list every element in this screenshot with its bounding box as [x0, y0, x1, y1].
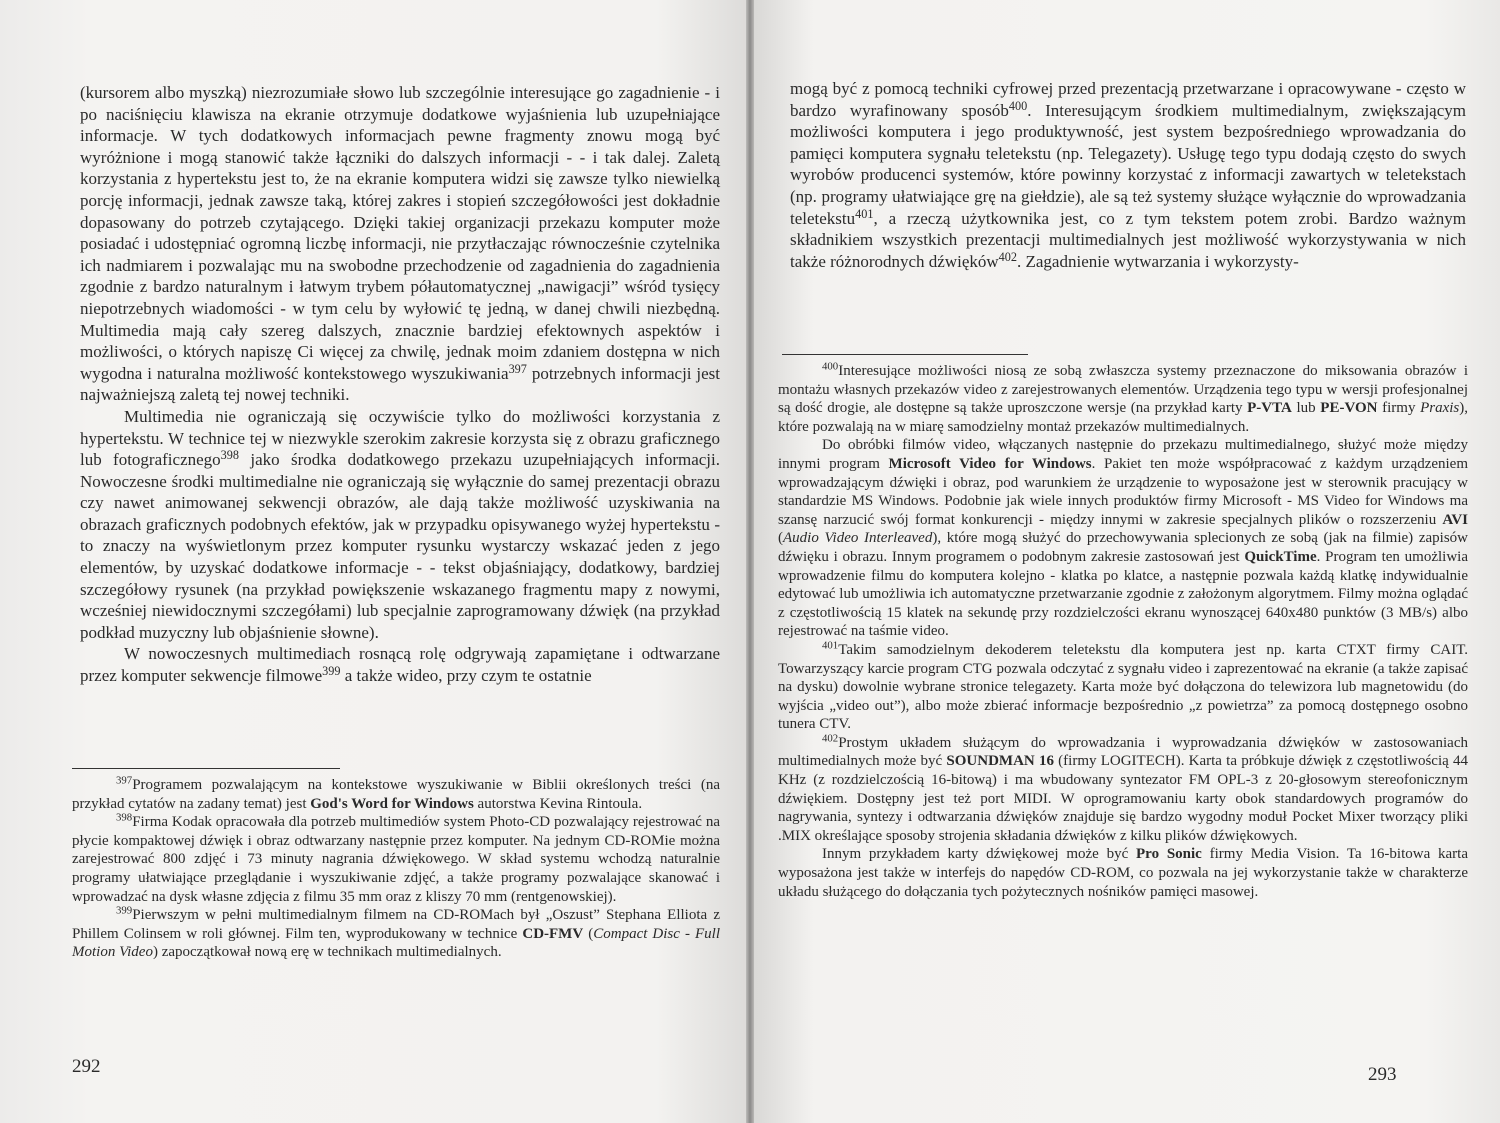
footnote-text: firmy [1377, 400, 1421, 417]
footnote-text: firmy Media Vision. Ta 16-bitowa karta wyposażona jest także w interfejs do napędów CD-ROM, co pozwala na jej wykorzystanie także w charakterze układu służącego do dołączania tych pożytecznych nośników pamięci masowej. [778, 846, 1469, 900]
paragraph [80, 643, 720, 686]
footnote-text: ), które mogą służyć do przechowywania splecionych ze sobą (jak na filmie) zapisów dźwięku i obrazu. Innym programem o podobnym zakresie zastosowań jest [778, 530, 1468, 565]
footnote-text: Interesujące możliwości niosą ze sobą zwłaszcza systemy przeznaczone do miksowania obrazów i montażu własnych przekazów video z zarejestrowanych elementów. Urządzenia tego typu w wersji profesjonalnej są dość drogie, ale dostępne są także uproszczone wersje (na przykład karty [778, 363, 1468, 417]
footnote-bold: AVI [1442, 511, 1468, 528]
footnote-bold: QuickTime [1244, 548, 1317, 565]
paragraph-text: . Interesującym środkiem multimedialnym, zwiększającym możliwości komputera i jego produktywność, jest system bezpośredniego wprowadzania do pamięci komputera sygnału teletekstu (np. Telegazety). Usługę tego typu dodają często do swych wyrobów producenci systemów, które powinny korzystać z informacji zawartych w teletekstach (np. programy ułatwiające grę na giełdzie), ale są też systemy służące wyłącznie do wprowadzania teletekstu [790, 100, 1466, 228]
footnote-text: Innym przykładem karty dźwiękowej może być [822, 846, 1137, 863]
paragraph-text: jako środka dodatkowego przekazu uzupełniających informacji. Nowoczesne środki multimedialne nie ograniczają się wyłącznie do samej prezentacji obrazu czy nawet animowanej sekwencji obrazów, ale dają także możliwość uzyskiwania na obrazach graficznych podobnych efektów, jak w przypadku opisywanego wyżej hypertekstu - to znaczy na wyświetlonym przez komputer rysunku wystarczy wskazać jeden z jego elementów, by uzyskać dodatkowe informacje - - tekst objaśniający, dodatkowy, bardziej szczegółowy rysunek (na przykład powiększenie wskazanego fragmentu mapy z nowymi, wcześniej niewidocznymi szczegółami) lub specjalnie zaprogramowany dźwięk (na przykład podkład muzyczny lub objaśnienie słowne). [80, 450, 720, 642]
footnote-398 [72, 813, 720, 906]
footnote-ref: 398 [220, 447, 240, 462]
footnote-bold: Microsoft Video for Windows [888, 455, 1092, 472]
page-number: 293 [1368, 1064, 1397, 1085]
footnote-ref: 397 [508, 361, 527, 376]
book-gutter [746, 0, 754, 1123]
footnote-separator [782, 354, 1028, 355]
footnote-number: 400 [822, 360, 839, 373]
footnote-text: . Pakiet ten może współpracować z każdym urządzeniem wprowadzającym dźwięki i obraz, pod warunkiem że urządzenie to wyposażone jest w sterownik pracujący w standardzie MS Windows. Podobnie jak wiele innych produktów firmy Microsoft - MS Video for Windows ma szansę narzucić swój format konkurencji - między innymi w zakresie specjalnych plików o rozszerzeniu [778, 455, 1469, 528]
right-page [754, 0, 1500, 1123]
footnote-italic: Praxis [1420, 400, 1460, 417]
footnote-text: Firma Kodak opracowała dla potrzeb multimediów system Photo-CD pozwalający rejestrować na płycie kompaktowej dźwięk i obraz odtwarzany następnie przez komputer. Na jednym CD-ROMie można zarejestrować 800 zdjęć i 73 minuty nagrania dźwiękowego. W skład systemu wchodzą naturalnie programy ułatwiające przeglądanie i wyszukiwanie zdjęć, a także programy pozwalające skanować i wprowadzać na dysk własne zdjęcia z filmu 35 mm oraz z kliszy 70 mm (rentgenowskiej). [72, 814, 720, 905]
left-footnotes [72, 776, 720, 962]
footnote-text: ( [583, 925, 594, 942]
paragraph [80, 82, 720, 406]
footnote-ref: 401 [855, 206, 874, 221]
paragraph-text: potrzebnych informacji jest najważniejszą zaletą tej nowej techniki. [80, 363, 721, 405]
footnote-text: ) zapoczątkował nową erę w technikach multimedialnych. [152, 944, 502, 961]
footnote-bold: PE-VON [1320, 400, 1378, 417]
paragraph-text: a także wideo, przy czym te ostatnie [344, 666, 592, 686]
footnote-401 [778, 641, 1468, 734]
footnote-text: Programem pozwalającym na kontekstowe wyszukiwanie w Biblii określonych treści (na przykład cytatów na zadany temat) jest [72, 777, 720, 812]
footnote-400-continued [778, 436, 1468, 641]
footnote-ref: 399 [322, 663, 341, 678]
footnote-italic: Audio Video Interleaved [783, 530, 933, 547]
footnote-402-continued [778, 845, 1468, 901]
footnote-text: Prostym układem służącym do wprowadzania i wyprowadzania dźwięków w zastosowaniach multimedialnych może być [778, 734, 1468, 770]
footnote-text: ( [778, 530, 783, 547]
paragraph-text: Multimedia nie ograniczają się oczywiście tylko do możliwości korzystania z hypertekstu. W technice tej w niezwykle szerokim zakresie korzysta się z obrazu graficznego lub fotograficznego [80, 406, 720, 470]
footnote-bold: CD-FMV [522, 925, 584, 942]
footnote-text: autorstwa Kevina Rintoula. [473, 795, 643, 812]
footnote-397 [72, 776, 720, 813]
right-body-text [790, 78, 1466, 272]
footnote-text: Pierwszym w pełni multimedialnym filmem na CD-ROMach był „Oszust” Stephana Elliota z Phillem Colinsem w roli głównej. Film ten, wyprodukowany w technice [72, 907, 720, 942]
footnote-separator [72, 768, 340, 769]
footnote-bold: God's Word for Windows [310, 795, 474, 812]
footnote-bold: P-VTA [1247, 400, 1292, 417]
footnote-bold: Pro Sonic [1136, 846, 1202, 863]
footnote-number: 401 [822, 639, 839, 652]
footnote-bold: SOUNDMAN 16 [946, 753, 1054, 770]
footnote-399 [72, 906, 720, 962]
paragraph-text: , a rzeczą użytkownika jest, co z tym tekstem potem zrobi. Bardzo ważnym składnikiem wszystkich prezentacji multimedialnych jest możliwość wykorzystywania w nich także różnorodnych dźwięków [790, 208, 1466, 271]
footnote-text: ), które pozwalają na w miarę samodzielny montaż przekazów multimedialnych. [778, 400, 1469, 435]
footnote-text: Takim samodzielnym dekoderem teletekstu dla komputera jest np. karta CTXT firmy CAIT. Towarzyszący karcie program CTG pozwala odczytać z sygnału video i zaprezentować na ekranie (a także zapisać na dysku) dowolnie wybrane stronice telegazety. Karta może być dołączona do telewizora lub magnetowidu (do wyjścia „video out”), albo może zbierać informacje bezpośrednio „z powietrza” za pomocą dostępnego osobno tunera CTV. [778, 641, 1468, 733]
footnote-ref: 402 [998, 249, 1017, 264]
paragraph-text: (kursorem albo myszką) niezrozumiałe słowo lub szczególnie interesujące go zagadnienie - i po naciśnięciu klawisza na ekranie otrzymuje dodatkowe wyjaśnienia lub uzupełniające informacje. W tych dodatkowych informacjach pewne fragmenty znowu mogą być wyróżnione i mogą stanowić także łączniki do dalszych informacji - - i tak dalej. Zaletą korzystania z hypertekstu jest to, że na ekranie komputera widzi się zawsze tylko niewielką porcję informacji, jednak zawsze taką, której zakres i stopień szczegółowości jest dokładnie dopasowany do potrzeb czytającego. Dzięki takiej organizacji przekazu komputer może posiadać i udostępniać ogromną liczbę informacji, nie przytłaczając równocześnie czytelnika ich nadmiarem i pozwalając mu na swobodne przechodzenie od zagadnienia do zagadnienia zgodnie z bardzo naturalnym i łatwym trybem półautomatycznej „nawigacji” wśród tysięcy niepotrzebnych wiadomości - w tym celu by wyłowić tę jedną, w danej chwili niezbędną. Multimedia mają cały szereg dalszych, znacznie bardziej efektownych aspektów i możliwości, o których napiszę Ci więcej za chwilę, jednak moim zdaniem dostępna w nich wygodna i naturalna możliwość kontekstowego wyszukiwania [80, 83, 720, 383]
left-page [0, 0, 746, 1123]
right-footnotes [778, 362, 1468, 901]
left-body-text [80, 82, 720, 687]
footnote-text: lub [1291, 400, 1321, 417]
footnote-number: 399 [116, 904, 133, 917]
footnote-ref: 400 [1008, 98, 1028, 113]
page-number: 292 [72, 1056, 101, 1077]
footnote-number: 398 [116, 811, 133, 824]
paragraph-text: . Zagadnienie wytwarzania i wykorzysty- [1017, 251, 1299, 271]
footnote-italic: Compact Disc - Full Motion Video [72, 925, 721, 961]
paragraph [790, 78, 1466, 272]
footnote-text: (firmy LOGITECH). Karta ta próbkuje dźwięk z częstotliwością 44 KHz (z rozdzielczością 16-bitową) i ma wbudowany syntezator FM OPL-3 z 20-głosowym stereofonicznym dźwiękiem. Dostępny jest też port MIDI. W oprogramowaniu karty obok standardowych programów do nagrywania, syntezy i odtwarzania dźwięków znajduje się bardzo wygodny moduł Pocket Mixer tworzący pliki .MIX określające sposoby strojenia składania dźwięków z kilku plików dźwiękowych. [778, 753, 1468, 844]
paragraph-text: W nowoczesnych multimediach rosnącą rolę odgrywają zapamiętane i odtwarzane przez komputer sekwencje filmowe [80, 644, 720, 686]
paragraph [80, 406, 720, 644]
footnote-number: 402 [822, 732, 839, 745]
footnote-number: 397 [116, 774, 133, 787]
footnote-402 [778, 734, 1468, 846]
footnote-400 [778, 362, 1468, 436]
footnote-text: . Program ten umożliwia wprowadzenie filmu do komputera kolejno - klatka po klatce, a następnie pozwala każdą klatkę indywidualnie edytować lub umożliwia ich automatyczne przetwarzanie zgodnie z założonym algorytmem. Filmy można oglądać z częstotliwością 15 klatek na sekundę przy rozdzielczości ekranu wynoszącej 640x480 punktów (3 MB/s) albo rejestrować na taśmie video. [778, 548, 1469, 640]
footnote-text: Do obróbki filmów video, włączanych następnie do przekazu multimedialnego, służyć może między innymi program [778, 437, 1468, 472]
paragraph-text: mogą być z pomocą techniki cyfrowej przed prezentacją przetwarzane i opracowywane - często w bardzo wyrafinowany sposób [790, 79, 1466, 120]
